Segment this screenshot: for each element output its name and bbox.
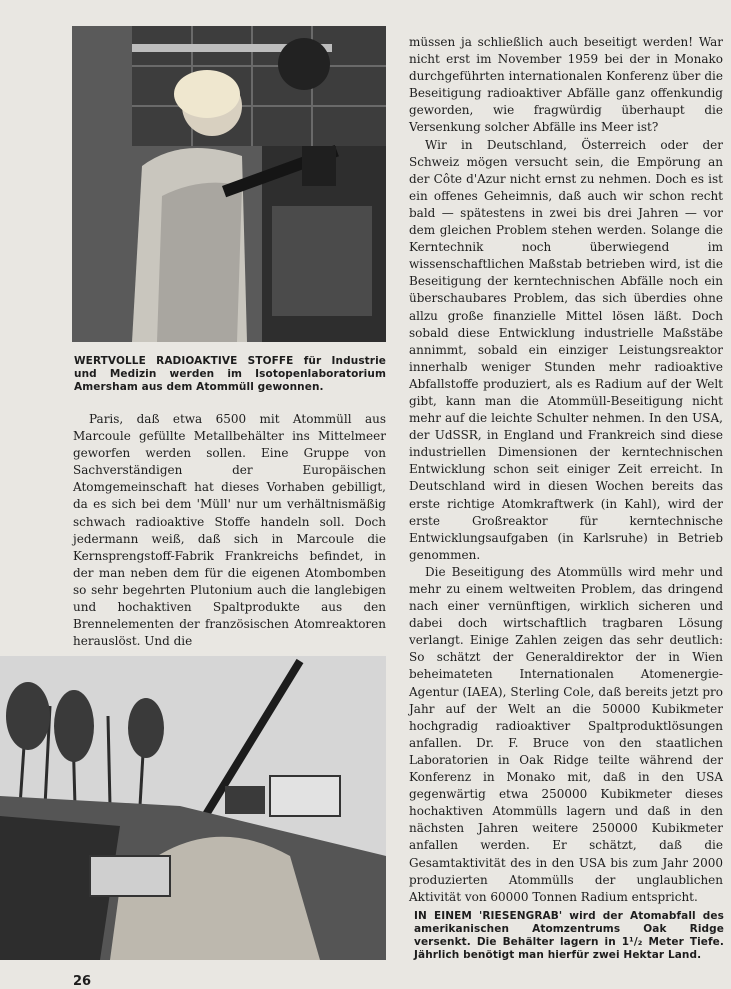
left-paragraph-1: Paris, daß etwa 6500 mit Atommüll aus Marcoule gefüllte Metallbehälter ins Mittelmeer geworfen werden sollen. Eine Gruppe von Sachverständigen der Europäischen Atomgemeinschaft hat dieses Vorhaben gebilligt, da es sich bei dem 'Müll' nur um verhältnismäßig schwach radioaktive Stoffe handeln soll. Doch jedermann weiß, daß sich in Marcoule die Kernsprengstoff-Fabrik Frankreichs befindet, in der man neben dem für die eigenen Atombomben so sehr begehrten Plutonium auch die langlebigen und hochaktiven Spaltprodukte aus den Brennelementen der französischen Atomreaktoren herauslöst. Und die — [73, 412, 386, 649]
lab-photo — [72, 26, 386, 342]
right-column — [409, 34, 723, 906]
trench-photo-illustration — [0, 656, 386, 960]
right-paragraph-1: müssen ja schließlich auch beseitigt werden! War nicht erst im November 1959 bei der in Monako durchgeführten internationalen Konferenz über die Beseitigung radioaktiver Abfälle ganz offenkundig geworden, wie fragwürdig überhaupt die Versenkung solcher Abfälle ins Meer ist? — [409, 35, 723, 135]
trench-photo — [0, 656, 386, 960]
left-column — [73, 411, 386, 650]
page-number: 26 — [73, 974, 92, 989]
caption-bottom: IN EINEM 'RIESENGRAB' wird der Atomabfall des amerikanischen Atomzentrums Oak Ridge versenkt. Die Behälter lagern in 1¹/₂ Meter Tiefe. Jährlich benötigt man hierfür zwei Hektar Land. — [414, 910, 724, 961]
lab-photo-illustration — [72, 26, 386, 342]
right-paragraph-2: Wir in Deutschland, Österreich oder der Schweiz mögen versucht sein, die Empörung an der Côte d'Azur nicht ernst zu nehmen. Doch es ist ein offenes Geheimnis, daß auch wir schon recht bald — spätestens in zwei bis drei Jahren — vor dem gleichen Problem stehen werden. Solange die Kerntechnik noch überwiegend im wissenschaftlichen Maßstab betrieben wird, ist die Beseitigung der kerntechnischen Abfälle noch ein überschaubares Problem, das sich überdies ohne allzu große finanzielle Mittel lösen läßt. Doch sobald diese Entwicklung industrielle Maßstäbe annimmt, sobald ein einziger Leistungsreaktor innerhalb weniger Stunden mehr radioaktive Abfallstoffe produziert, als es Radium auf der Welt gibt, kann man die Atommüll-Beseitigung nicht mehr auf die leichte Schulter nehmen. In den USA, der UdSSR, in England und Frankreich sind diese industriellen Dimensionen der kerntechnischen Entwicklung schon seit einiger Zeit erreicht. In Deutschland wird in diesen Wochen bereits das erste richtige Atomkraftwerk (in Kahl), wird der erste Großreaktor für kerntechnische Entwicklungsaufgaben (in Karlsruhe) in Betrieb genommen. — [409, 137, 723, 562]
right-paragraph-3: Die Beseitigung des Atommülls wird mehr und mehr zu einem weltweiten Problem, das dringend nach einer vernünftigen, wirklich sicheren und dabei doch wirtschaftlich tragbaren Lösung verlangt. Einige Zahlen zeigen das sehr deutlich: So schätzt der Generaldirektor der in Wien beheimateten Internationalen Atomenergie-Agentur (IAEA), Sterling Cole, daß bereits jetzt pro Jahr auf der Welt an die 50000 Kubikmeter hochgradig radioaktiver Spaltproduktlösungen anfallen. Dr. F. Bruce von den staatlichen Laboratorien in Oak Ridge teilte während der Konferenz in Monako mit, daß in den USA gegenwärtig etwa 250000 Kubikmeter dieses hochaktiven Atommülls lagern und daß in den nächsten Jahren weitere 250000 Kubikmeter anfallen werden. Er schätzt, daß die Gesamtaktivität des in den USA bis zum Jahr 2000 produzierten Atommülls der unglaublichen Aktivität von 60000 Tonnen Radium entspricht. — [409, 564, 723, 904]
caption-top: WERTVOLLE RADIOAKTIVE STOFFE für Industrie und Medizin werden im Isotopenlaboratorium Amersham aus dem Atommüll gewonnen. — [74, 355, 386, 393]
